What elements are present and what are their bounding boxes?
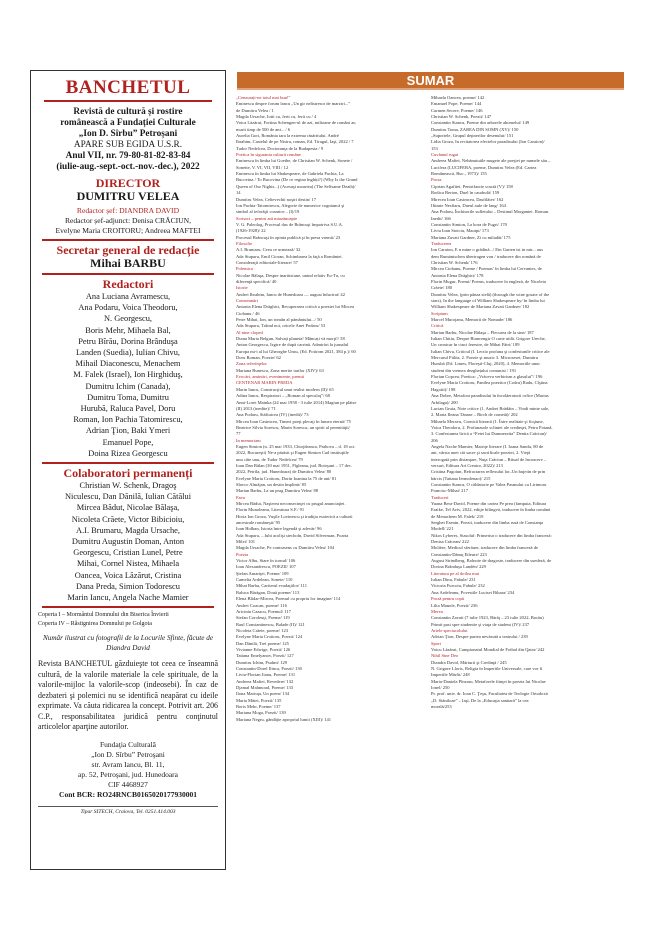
contents-entry: Eugen Simion (n. 25 mai 1933, Chiojdeanca, Prahova – d. 18 oct. [236,443,356,449]
contents-entry: Molière, Medicul sferăuer, traducere din limba franceză de [431,545,538,551]
contents-entry: Diandra David, Mărturii şi Credinţă / 245 [431,659,507,665]
contents-entry: Arbilaga)/ 200 [431,399,458,405]
contents-entry: Ana Dobre, Metafora paradisului în încolăeratorii orfice (Marius [431,393,549,399]
contents-entry: Bucovina / To Bucovina (De ce regina înghiți?) (Why Is the Grand [236,177,358,183]
contents-entry: „Suportele, Grupul deţinerilor desenului/ 151 [431,133,514,139]
contents-entry: Evelyne Maria Croitoru, Dorin Ioanina la 75 de ani/ 81 [236,475,337,481]
name-line: Roman, Ion Pachia Tatomirescu, [73,415,183,425]
contents-entry: Carmen Secere, Poeme/ 146 [431,107,483,113]
contents-entry: Angela Nache Mamier, Matriţe literare (I. Ioana Sandu, 80 de [431,443,544,449]
contents-entry: Mircea Bădut, Naşterea neconsecinţei cu prugul anunciaţiei. [236,501,346,506]
section-heading: Evocări, amintiri, evenimente, premii [236,374,305,380]
contents-entry: Constantin-Dănuţ Etleure/ 223 [431,551,487,557]
contents-entry: Consideraţii editoriale-literare/ 57 [236,259,298,265]
contents-entry: Ana Podaru, Închisorile sufletului – Destinul Morgantei. Roman. [431,209,550,215]
name-line: Georgescu, Cristian Lunel, Petre [73,548,183,558]
contents-entry: Victoria Furcoiu, Fabule/ 232 [431,583,485,589]
contents-entry: Serghei Esenin, Poezii, traducere din limba rusă de Constanţa [431,520,544,526]
contents-entry: Djamal Mahmoud, Poeme/ 133 [236,684,294,690]
address-line: CIF 4468927 [108,779,148,789]
name-line: Marin Iancu, Angela Nache Mamier [67,593,189,603]
contents-entry: Beatrice Silvia Sorescu, Marin Sorescu, un spirit al perenităţii/ [236,424,350,430]
contents-entry: 14 [236,190,241,196]
coperta-line: Coperta I – Mormântul Domnului din Biserica Învierii [38,612,169,619]
section-heading: Cuvântul rugat [431,152,459,158]
contents-entry: Florin Mugur, Poemi/ Poems, traducere în engleză, de Nicoleta [431,278,546,284]
name-line: Mihail Diaconescu, Menachem [75,359,181,369]
contents-column-left [236,95,426,865]
contents-entry: 2022, Bucureşti) Ne-a părăsit şi Eugen Simion Cad instituţiile [236,450,349,456]
contents-entry: Ana Ardeleanu, Povestile Lucisei Bibara/ 234 [431,589,515,595]
subtitle-line: (iulie-aug.-sept.-oct.-nov.-dec.), 2022 [56,162,200,172]
contents-entry: William Shakespeare de Mariana Zavati Gardner/ 182 [431,304,530,310]
contents-entry: Hagotti)/ 198 [431,386,456,392]
contents-entry: Emanuel Pope, Poeme/ 144 [431,101,482,107]
section-heading: Nihil Sine Deo [431,653,459,659]
contents-entry: Eraike, Tel Aviv, 2022, ediţie bilingvă, traducere în limba română [431,507,551,513]
contents-entry: Inedit/ 166 [431,215,451,221]
address-line: „Ion D. Sîrbu” Petroşani [91,749,165,759]
section-heading: Traducerea [431,240,452,246]
contents-entry: Liviu Ioan Stoiciu, Mauipi/ 173 [431,228,489,234]
title-underline [44,100,212,102]
section-heading: Scrisori – pentru ară miazănoapte [236,215,298,221]
contents-entry: diferenţă specifică/ 40 [236,278,277,284]
contents-entry: student din vremea dezghețului comunist / 191 [431,367,517,373]
name-line: Dumitru Toma, Dumitru [87,392,169,402]
contents-entry: Adina Iancu, Respiratori – „Roman al speculaţ”/ 68 [236,393,330,399]
name-line: Dumitru Augustin Doman, Anton [71,537,185,547]
director-heading: DIRECTOR [95,176,161,190]
contents-entry: Nikos Lyberes, Stasolul: Primeriur o traducere din limba franceză: [431,532,552,538]
section-heading: Poetica în siguranta culturii române [236,152,301,158]
contents-entry: Eminescu în limba lui Goethe, de Christian W. Schenk, Sonete / [236,158,353,164]
section-heading: Istorie [236,285,248,291]
contents-entry: Imperiile Mărfii/ 248 [431,672,470,678]
contents-entry: Maria Mătei, Poezii/ 135 [236,697,282,703]
contents-entry: Florin Munoleanu, Literatura S.F./ 91 [236,507,305,513]
disclaimer: Revista BANCHETUL găzduieşte tot ceea ce înseamnă cultură, de la valorile materiale la cele spirituale, de la valorile-mijloc la valorile-scop (indeosebi). În caz de dezbateri şi polemici nu se identifică neapărat cu ideile exprimate. Va căuta ridicarea la concept. Potrivit art. 206 C.P., responsabilitatea juridică pentru conţinutul articolelor aparţine autorilor. [38,659,218,732]
contents-entry: Dumitru Velea, (prin pânza stelă) (through the wine gosate of the [431,291,550,297]
contents-entry: Yuana Bera-David, Poeme din cartea Pe prea (fampuia, Editura [431,501,547,506]
contents-entry: Ioan Dan Bălan (30 mai 1951, Fîgleana, jud. Botoşani – 17 dec. [236,462,353,468]
contents-entry: Ibrahim, Castelul de pe Nistru, roman, Ed. Tiragul, Iaşi, 2022 / 7 [236,139,354,145]
contents-entry: Magda Ursache, Iotti cu, ferit cu, ferit cu / 4 [236,114,317,120]
section-heading: Mereu [431,608,443,614]
subtitle-line: Revistă de cultură și rostire [73,107,183,117]
contents-entry: Liviu-Florian Jianu, Poeme/ 131 [236,672,296,678]
section-heading: Zona referinţelor [236,361,267,367]
contents-entry: Magda Ursache, Pe contrasens cu Dumitru Velea/ 104 [236,545,335,551]
contents-entry: de Dumitru Velea / 1 [236,107,274,113]
sumar-banner: SUMAR [237,72,624,88]
contents-entry: Christian W. Schenk, Poezii/ 147 [431,114,492,120]
contents-entry: Dumitru Ichim, Psalmi/ 129 [236,659,288,665]
contents-entry: bărcis (Tatiana Iermolenao)/ 215 [431,475,491,481]
section-heading: Al nine cloped [236,329,263,335]
contents-entry: Marian Barbu, La un prag Dumitru Velea/ 88 [236,488,318,494]
contents-entry: Iulian Chivu, Criticul (I. Lectio profana şi confesiunile critice ale [431,348,550,354]
redactori-list [38,291,218,459]
contents-entry: de Menachem M. Falek/ 219 [431,513,484,519]
divider [42,462,214,464]
contents-entry: Antonia Elena Drăghici/ 178 [431,272,484,278]
contents-entry: Sonette, V. VI, VII, VIII / 12 [236,164,289,170]
contents-entry: Andreea Maftei, Revedere/ 132 [236,678,294,684]
contents-entry: Constantin Stancu, Poeme din arborele ahomelui/ 149 [431,120,530,126]
contents-entry: Primit pasi spre studentie şi viaţa de student (IV)/ 237 [431,621,530,627]
contents-entry: 77 [236,431,241,437]
contents-entry: Pr. prof. univ. dr. Ioan C. Ţeşu, Facultatea de Teologie Ortodoxă [431,691,548,697]
section-heading: Scriptum [431,310,448,316]
contents-entry: Europa nu-i al lui Gheorghe Unsu, (Ed. Potirom 2021, 384 p.)/ 60 [236,348,356,354]
name-line: Niculescu, Dan Dănilă, Iulian Cătălui [64,492,192,502]
contents-entry: Andrei Coacan, poeme/ 116 [236,602,287,608]
contents-entry: Ioan Holban, Istoria între legendă şi adevăr/ 96 [236,526,322,532]
contents-entry: (1926-1928)/ 22 [236,228,266,234]
contents-entry: Lidia Groza, In recitatorea efectelor paradisului (Ion Caraion)/ [431,139,545,145]
contents-entry: Un cronicar în cinci ferestre, de Mihai Fătri/ 189 [431,342,520,348]
contents-entry: stars), In the language of William Shakespeare by/ în limba lui [431,298,545,303]
contents-entry: Evelyne Maria Croitoru, Panilea poeziior (Codru) Radu, Cîştina [431,380,548,386]
contents-entry: Aurelia Gori, România tara la extrema răsăritului. André [236,133,339,139]
contents-entry: Evelyne Maria Croitoru, Poezii/ 124 [236,634,303,640]
masthead-column [30,70,226,870]
contents-entry: Mircea Ciobanu, Poeme / Poemas’ în limba lui Cervantes, de [431,266,542,272]
name-line: M. Falek (Israel), Ion Hirghiduş, [73,370,183,380]
contents-entry: Milei/ 101 [236,539,256,545]
contents-entry: Ada Stuparu, Trăind noi, oricele Anei Podaru/ 53 [236,323,326,329]
contents-entry: Mariana Moga, Poezii/ 139 [236,710,286,716]
contents-entry: Dumitru Velea, Celtevechii noştri destin/ 17 [236,196,316,202]
contents-entry: versuri, Editura Art Creator, 2022)/ 213 [431,462,503,468]
contents-entry: Ana Podaru, Stăfiuicea (IV) (inedit)/ 73 [236,412,309,418]
name-line: Petru Bîrău, Dorina Brânduşa [78,336,178,346]
section-heading: Proza [431,177,442,183]
name-line: Hurubă, Raluca Pavel, Doru [80,404,176,414]
section-heading: Filosofie [236,240,253,246]
contents-entry: (II) 2013 (inedite)/ 71 [236,405,276,411]
contents-entry: Ion Caraion, E n mine o grădină.../ Ein Garten ist in mir... aus [431,247,544,253]
contents-entry: Stefan Coroleuţi, Poeme/ 119 [236,615,290,621]
contents-entry: Mirecea Ioan Casimcea, Dasfilăter/ 162 [431,196,504,202]
contents-entry: Nicolae Bălaşa, Despre inaritisiune, unind relativ Eu-Tu, cu [236,272,345,278]
section-heading: Consemnări [236,298,258,303]
contents-entry: Constantin Stancu, O căldatorie pe Valea Pasmului cu Lirimoru [431,481,547,487]
contents-entry: August Strindberg, Bolnoie de dragoste, traducere din suedeză, de [431,558,552,564]
contents-entry: Vivianne Edwige, Poezii/ 126 [236,646,291,652]
subtitle-line: Anul VII, nr. 79-80-81-82-83-84 [65,151,191,161]
contents-entry: Anton Georgescu, Izgire de după carrină. Admirări la jurnalul [236,342,349,348]
divider [42,273,214,275]
contents-entry: Nicoleta Crăete, poeme/ 123 [236,627,289,633]
address-line: ap. 52, Petroşani, jud. Hunedoara [78,769,178,779]
contents-entry: Francisc-Mihai/ 217 [431,488,468,494]
secretar-name: Mihai BARBU [90,256,166,270]
contents-entry: Ştefan Amariţei, Poeme/ 109 [236,570,289,576]
contents-entry: Voica Lăzărut, Fortina Schengen-ul de azi, milioane de români au [236,120,356,126]
address-line: str. Avram Iancu, Bl. 11, [91,759,165,769]
name-line: Oancea, Voica Lăzărut, Cristina [74,570,182,580]
contents-entry: Elena Blidar-Mircea, Poemul cu propriu lor imagine/ 114 [236,596,341,602]
name-line: N. Georgescu, [104,314,152,324]
contents-entry: Florian Copcea, Poetica: „Vrăceva verbirism a glasului”/ 196 [431,374,543,380]
contents-entry: 3. Confesiunea lirică a “Fetei lui Dumnezeita” Dentia Crăciun)/ [431,431,547,437]
contents-entry: Constantin Simion, La hora de Fugri/ 170 [431,221,507,227]
contents-entry: Ada Stuparu, Emil Cioran, Schimbarea la faţă a României. [236,253,343,259]
contents-entry: Mihai Barbu, Cartierul evadaţiilor/ 111 [236,583,308,589]
contents-entry: ani, vârsta unei căi sacre şi sacrificale poeziei, 2. Vieţă [431,450,531,456]
contents-entry: Dorina Brânduşa Landén/ 229 [431,564,486,570]
name-line: A.I. Brumaru, Magda Ursache, [76,525,180,535]
colaboratori-list [38,480,218,603]
contents-entry: Ariciniu Cazacu, Poemul/ 117 [236,608,291,614]
name-line: Adrian Ţion, Baki Ymeri [85,426,171,436]
section-heading: Eseu [236,494,245,500]
divider [42,606,214,608]
contents-entry: 206 [431,437,438,443]
contents-entry: Constantin Zavati (7 iulie 1923, Bărăţ – 23 iulie 2022, Bacău) [431,615,544,621]
contents-entry: Procesul Brâncuşi în opinia publică şi în presa vremii/ 23 [236,234,341,240]
contents-entry: Diana Maria Belgun, Salvați planeta! Mâncați vă morţi!/ 58 [236,336,345,342]
printer-line: Tipar SITECH, Craiova, Tel. 0251.414.003 [38,806,218,815]
contents-entry: Cristina Pagoiun, Refractarea reflexului lor–Un bujetin de prin [431,469,546,475]
contents-entry: Mihaela Oancea, poeme/ 142 [431,95,485,100]
contents-entry: Mihaela Meravu, Cronică literară (1. Între realitate şi ficţiune, [431,418,544,424]
redactor-line: Redactor șef: DIANDRA DAVID [76,206,180,215]
contents-entry: Eminescu în limba lui Shakespeare, de Gabriela Pachia, La [236,171,344,177]
contents-entry: Horia Ion Groza, Vuşile Lovinescu şi tradiţia esoterică a culturii [236,513,353,519]
redactor-sef-block [38,206,218,236]
name-line: Doina Rizea Georgescu [88,448,168,458]
contents-entry: Voica Theodoru, 2. Profunzurle sclintei ale credinţei, Petru Poianã, [431,424,553,430]
subtitle-line: „Ion D. Sîrbu” Petroșani [78,129,178,139]
contents-entry: Petre Mihai, Ion, un român al pământului.../ 50 [236,317,322,323]
contents-entry: Hurubă (Ed. Limes, Floreşti-Cluj, 2020), 4. Memoriile unui [431,361,540,367]
contents-entry: Marcel Murojanu, Memorii de Nomade/ 186 [431,317,513,323]
contents-entry: Ciobanu / 46 [236,310,260,316]
contents-entry: Modell/ 221 [431,526,454,532]
section-heading: Sport [431,640,441,646]
address-line: Fundaţia Culturală [99,739,157,749]
section-heading: Polemica [236,266,253,272]
contents-entry: Constantin-Dorel Ilinca, Poezii/ 130 [236,665,302,671]
contents-entry: Anni-Lorei Mainka (24 mai 1958 - 3 iulie 2014) Magiun pe plăise [236,399,357,405]
contents-entry: Dumitru Toma, ZAREA DIN SOMN (XV)/ 150 [431,126,519,132]
redactor-line: Redactor șef-adjunct: Denisa CRĂCIUN, [64,216,192,225]
name-line: Dana Preda, Simion Todorescu [76,581,180,591]
contents-entry: A.I. Brumaru, Ceea ce urmează/ 32 [236,247,301,253]
contents-entry: Iftimie Nesfiaru, Dueul aule de lang/ 164 [431,202,506,208]
contents-entry: Camelia Ardelean, Sonete/ 110 [236,577,293,583]
name-line: Ana Podaru, Voica Theodoru, [78,303,178,313]
name-line: Ana Luciana Avramescu, [85,292,171,301]
contents-entry: 2022, Petrila, jud. Hunedoara) de Dumitru Velea/ 80 [236,469,332,475]
contents-entry: Ioan Alexandrescu, POEZII/ 107 [236,564,296,570]
contents-entry: interogată prin distanţare, Nuţa Crăciun – Ritual de încoacere – [431,456,547,462]
contents-entry: Iulian Dinu, Fabule/ 231 [431,577,476,583]
contents-entry: Marian Barbu, Nicolae Bălaşa – Flecurea de la sine/ 187 [431,329,534,335]
contents-entry: 2. Maria Ileana Tănase – Birch de cometă)/ 202 [431,412,518,418]
contents-entry: Maria-Daniela Pînzaru, Metaforele fiinţei în poezia lui Nicolae [431,678,546,684]
contents-entry: Victor Albu, Stare în iconul/ 106 [236,558,296,564]
contents-entry: murit timp de 500 de ani... / 6 [236,126,291,132]
contents-entry: Voicu Lăzărut, Campionatul Mondial de Fotbal din Qatar/ 242 [431,646,545,652]
contents-entry: Christian W. Schenk/ 176 [431,259,478,265]
contents-entry: Queen of Our Nights...) (Acesaşi moartea) (The Selfsame Death)/ [236,183,356,189]
contents-entry: Mariana Negru, gândăjie apropriul lumii (XIII)/ 141 [236,716,332,722]
divider [42,239,214,241]
name-line: Mihai, Cornel Nistea, Mihaela [76,559,180,569]
section-heading: CENTENAR MARIN PREDA [236,380,293,386]
contents-entry: Eminescu despre forum lancu „Un gir nelistresor de marziri...” [236,101,351,107]
contents-entry: Adrian Ţion, Despre partea nevăzută a teatrului / 239 [431,634,528,640]
contents-entry: Ilona Mariuţa, Un poem/ 134 [236,691,290,697]
masthead-subtitle [38,107,218,173]
contents-entry: Ion Pachia-Tatomirescu, Alegorie de numerice cogniancă şi [236,202,345,208]
contents-entry: Lucifera (LUCIFERA, poeme, Dumitru Velea (Ed. Cartea [431,164,537,170]
name-line: Nicoleta Crăete, Victor Bibicioiu, [71,514,185,524]
section-heading: Poezia [236,551,249,557]
contents-entry: Ada Stuparu, ...Iubi acolişi stecholn, David Silverman, Poarta [236,532,349,538]
name-line: Christian W. Schenk, Dragoş [79,481,177,491]
contents-entry: Mercurul Fülöa, 2. Poezie şi muzic 3. Microseset, Dumitru [431,355,539,361]
address-line: Cont BCR: RO24RNCB0165020177930001 [59,789,197,799]
contents-entry: Lilia Manole, Poezii/ 236 [431,602,478,608]
contents-entry: Marin Iancu, Construcţiul unui realist modern (II)/ 65 [236,386,334,392]
contents-entry: dem Rumänischen übertragen von / traducere din română de [431,253,541,259]
magazine-title: BANCHETUL [65,77,191,98]
coperta-line: Coperta IV – Răstignirea Domnului pe Golgota [38,620,152,627]
director-name: DUMITRU VELEA [76,189,180,203]
contents-entry: „D. Stăniloae” – Iaşi, De la „Educaţia sanitară” la cea [431,697,529,703]
name-line: Mircea Bădut, Nicolae Bălaşa, [76,503,180,513]
contents-entry: Lucian Gruia, Note critice (1. Andrei Brădăin – Vindi minte sale, [431,405,550,411]
section-heading: Artele spectacolului [431,627,468,633]
name-line: Dumitru Ichim (Canada), [85,381,171,391]
section-heading: Critică [431,323,444,329]
contents-entry: Tudor Nedelcea, Doctoranţa de la Budapesta / 9 [236,145,324,151]
name-line: Landen (Suedia), Iulian Chivu, [76,348,180,358]
contents-entry: Dan Dănilă, Trei poeme/ 125 [236,640,289,646]
contents-entry: Mariana Zavati Gardner, Zi cu miladăi/ 175 [431,234,511,240]
contents-entry: N. Grigore Lloris, Religia în Imperiile Universale, care vor fi [431,665,543,671]
contents-entry: morală/253 [431,704,452,709]
contents-entry: Andreea Maftei, Nebănuiuiile mugete ale poeţiei pe numele său – [431,158,551,164]
contents-column-right [431,95,621,865]
redactori-heading: Redactori [102,277,154,291]
contents-entry: unu câte unu, de Tudor Nedelcea/ 79 [236,456,303,462]
contents-entry: Tatiana Emelyanov, Poezii/ 127 [236,653,294,659]
section-heading: „Cenzurați-ne totul mai bun!” [236,95,291,100]
contents-entry: Raluca Bărăgan, Două poeme/ 113 [236,589,300,595]
contents-entry: Andrei Ibrahim, Iancu de Hunedoara — august înlucirat/ 42 [236,291,345,297]
secretar-heading: Secretar general de redacție [56,243,200,257]
contents-entry: Iulian Chitiu, Despre Biancengir O carte utilă. Grigore Ureche, [431,336,546,342]
contents-entry: Mircea Ioan Casimcea, Timeri poeţi plecaţi în lumea eternă/ 75 [236,418,351,424]
contents-entry: Boris Mehr, Poeme/ 137 [236,704,281,709]
contents-entry: Ciprian Agafitei, Pentrifaorie scurtă (V)/ 158 [431,183,513,189]
contents-entry: Denisa Crăcean/ 222 [431,539,469,545]
section-heading: In memoriam [236,437,261,443]
contents-entry: ancestrale româneşti/ 95 [236,520,281,526]
contents-entry: Rodica Berton, Duel în caudrulă/ 159 [431,190,500,196]
name-line: Emanuel Pope, [102,437,154,447]
contents-entry: Doru Roman, Poezie/ 62 [236,355,281,361]
section-heading: Literatura pe al doilea mai [431,570,479,576]
contents-entry: Raul Constantinescu, Balade (II)/ 121 [236,621,305,627]
contents-entry: 153 [431,145,438,151]
contents-entry: Ionel/ 250 [431,684,450,690]
contents-entry: Românească, Buc., 1973)/ 155 [431,171,487,177]
contents-entry: Antonia Elena Drăghici, Recuperarea critică a poeziei lui Mircea [236,304,355,310]
contents-entry: Slavco Almăjan, un destin împlinit/ 85 [236,481,307,487]
colaboratori-heading: Colaboratori permanenți [63,466,193,481]
section-heading: Traduceri [431,494,449,500]
contents-entry: V. G. Paleolog, Procesul dus de Brâncuşi împotriva S.U.A. [236,221,344,227]
section-heading: Proză pentru copii [431,596,465,602]
contents-entry: Crăete/ 180 [431,285,453,291]
subtitle-line: APARE SUB EGIDA U.S.R. [73,140,183,150]
contents-entry: Mariana Bunescu, Zona merite tarilor (XIV)/ 63 [236,367,324,373]
photo-note: Număr ilustrat cu fotografii de la Locurile Sfinte, făcute de Diandra David [42,634,214,653]
redactor-line: Evelyne Maria CROITORU; Andreea MAFTEI [55,226,201,235]
address-block [38,740,218,800]
subtitle-line: românească a Fundației Culturale [60,118,196,128]
contents-entry: simbol al teforâţii cosmice... (I)/19 [236,209,300,215]
name-line: Boris Mehr, Mihaela Bal, [85,325,171,335]
